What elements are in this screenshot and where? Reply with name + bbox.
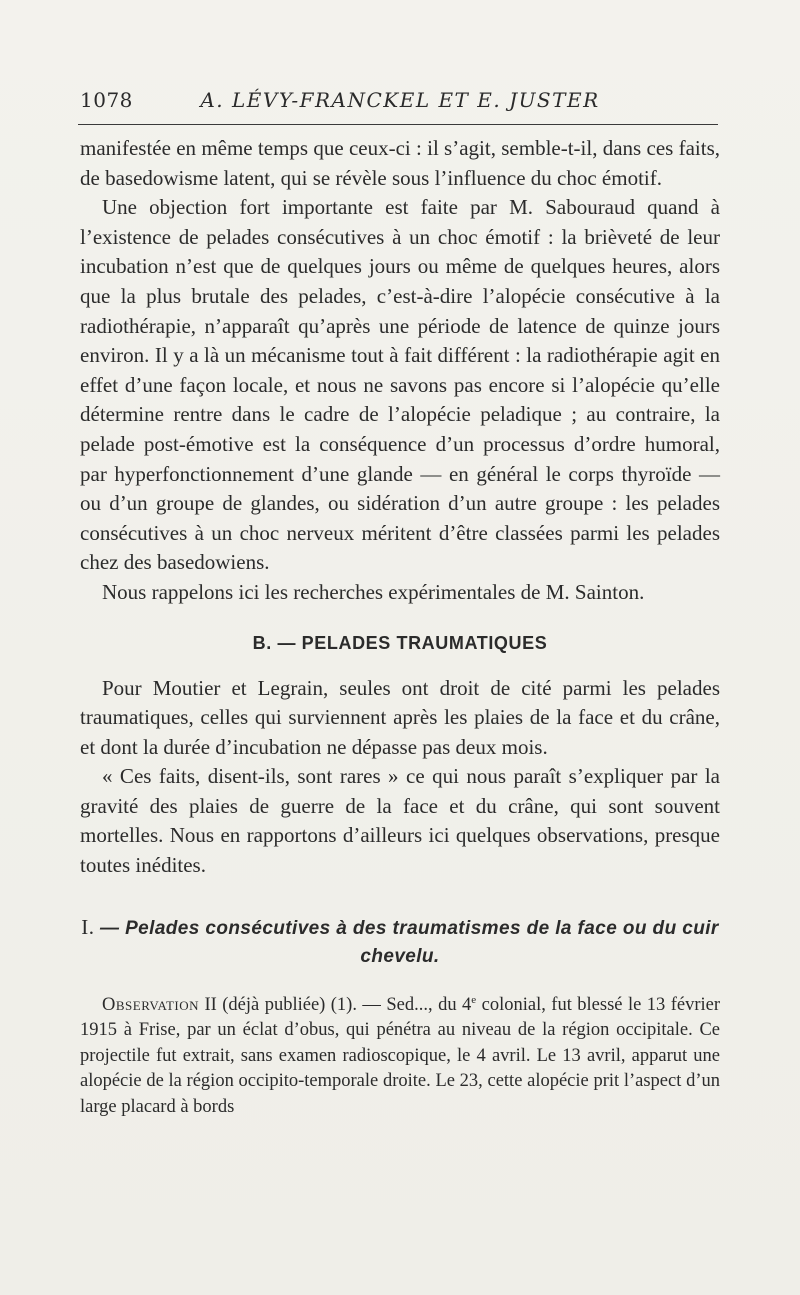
subsection-title: — Pelades consécutives à des traumatismes de la face ou du cuir chevelu. [100, 917, 719, 967]
observation-label: Observation [102, 994, 200, 1015]
page-number: 1078 [80, 88, 133, 112]
header-rule [78, 124, 718, 125]
paragraph-quote: « Ces faits, disent-ils, sont rares » ce qui nous paraît s’expliquer par la gravité des plaies de guerre de la face et du crâne, qui sont souvent mortelles. Nous en rapportons d’ailleurs ici quelques observations, presque toutes inédites. [80, 764, 720, 878]
subsection-numeral: I. [81, 914, 95, 939]
paragraph-objection: Une objection fort importante est faite par M. Sabouraud quand à l’existence de pelades consécutives à un choc émotif : la brièveté de leur incubation n’est que de quelques jours ou même de quelques heures, alors que la plus brutale des pelades, c’est-à-dire l’alopécie consécutive à la radiothérapie, n’apparaît qu’après une période de latence de quinze jours environ. Il y a là un mécanisme tout à fait différent : la radiothérapie agit en effet d’une façon locale, et nous ne savons pas encore si l’alopécie qu’elle détermine rentre dans le cadre de l’alopécie peladique ; au contraire, la pelade post-émotive est la conséquence d’un processus d’ordre humoral, par hyperfonctionnement d’une glande — en général le corps thyroïde — ou d’un groupe de glandes, ou sidération d’un autre groupe : les pelades consécutives à un choc nerveux méritent d’être classées parmi les pelades chez des basedowiens. [80, 195, 720, 575]
paragraph-moutier-legrain: Pour Moutier et Legrain, seules ont droit de cité parmi les pelades traumatiques, celles qui surviennent après les plaies de la face et du crâne, et dont la durée d’incubation ne dépasse pas deux mois. [80, 675, 720, 759]
running-title: A. LÉVY-FRANCKEL ET E. JUSTER [200, 88, 600, 112]
running-head [80, 88, 720, 116]
observation-text-part1: II (déjà publiée) (1). — Sed..., du 4 [204, 994, 472, 1015]
ordinal-superscript: e [471, 993, 477, 1006]
observation-text-part2: colonial, fut blessé le 13 février 1915 à Frise, par un éclat d’obus, qui pénétra au niveau de la région occipitale. Ce projectile fut extrait, sans examen radioscopique, le 4 avril. Le 13 avril, apparut une alopécie de la région occipito-temporale droite. Le 23, cette alopécie prit l’aspect d’un large placard à bords [80, 994, 721, 1117]
paragraph-sainton: Nous rappelons ici les recherches expérimentales de M. Sainton. [102, 579, 645, 604]
observation-paragraph [80, 993, 720, 1121]
subsection-heading-i [80, 913, 720, 971]
body-text [80, 134, 720, 1120]
section-heading-b: B. — PELADES TRAUMATIQUES [252, 632, 548, 653]
paragraph-continuation: manifestée en même temps que ceux-ci : il s’agit, semble-t-il, dans ces faits, de basedowisme latent, qui se révèle sous l’influence du choc émotif. [80, 136, 720, 190]
